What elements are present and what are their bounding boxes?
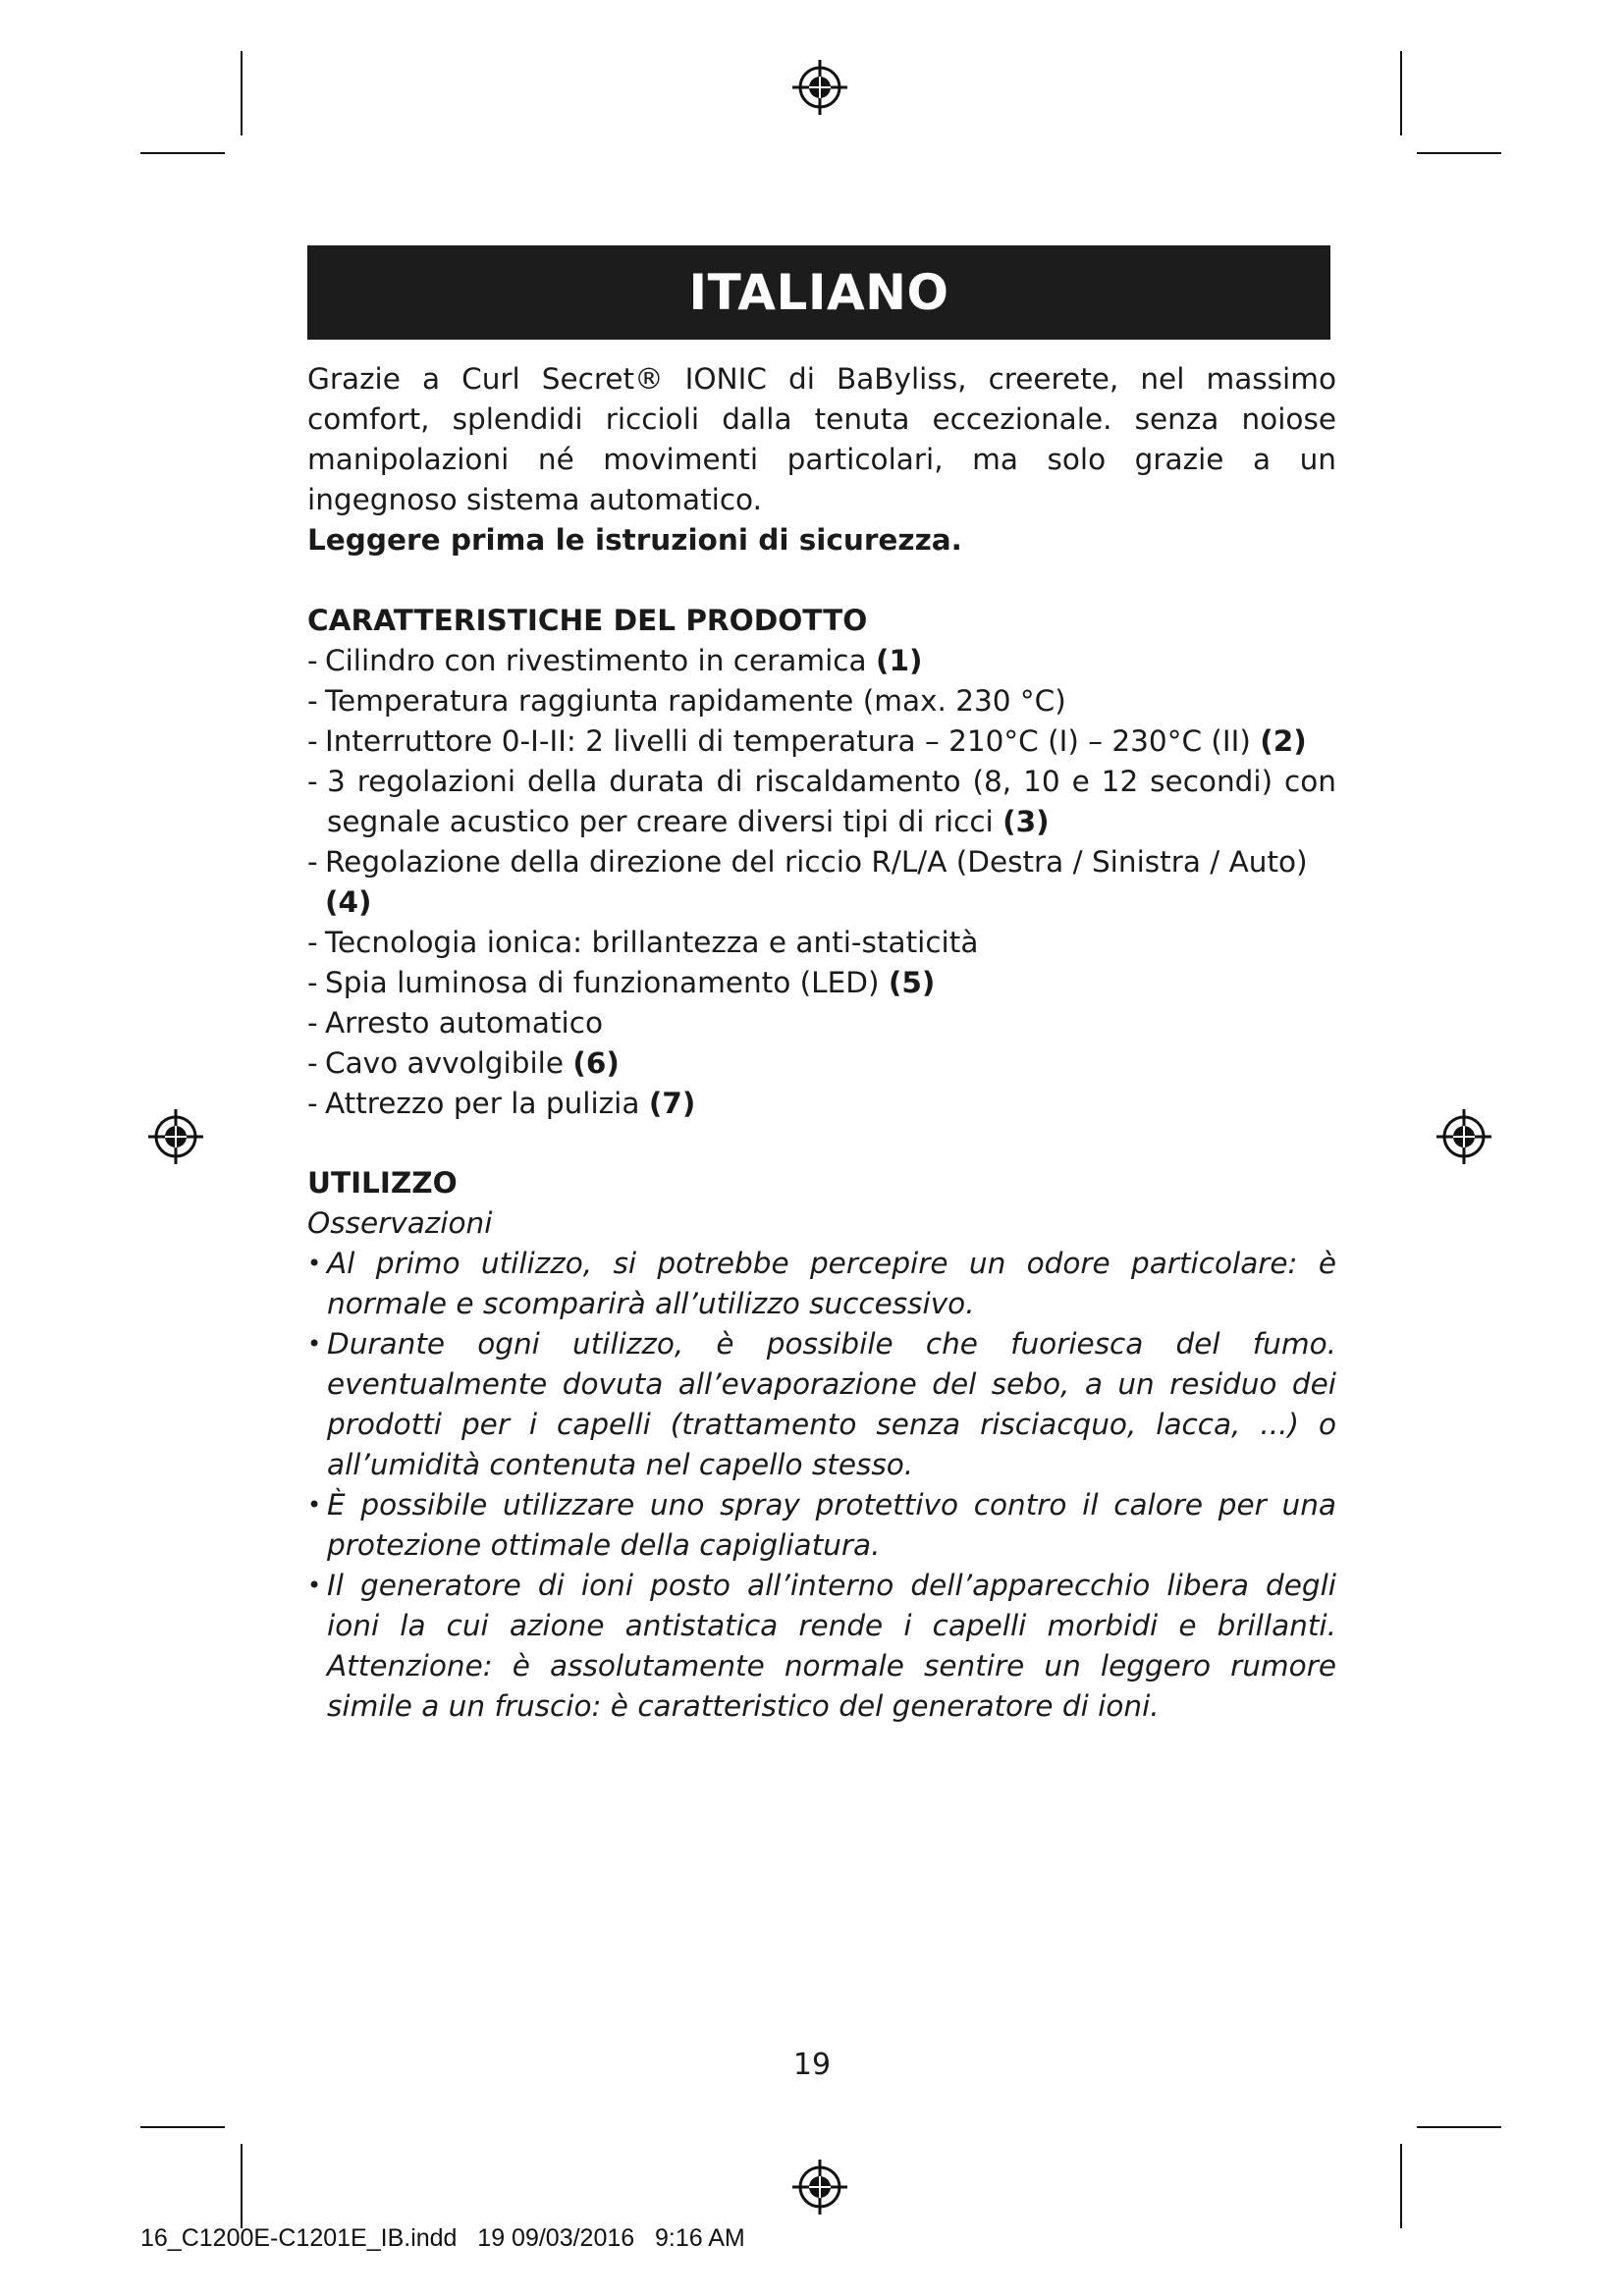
list-item: - Interruttore 0-I-II: 2 livelli di temperatura – 210°C (I) – 230°C (II) (2) [307,721,1336,762]
list-item: - Temperatura raggiunta rapidamente (max. 230 °C) [307,681,1336,721]
page-number: 19 [792,2048,832,2082]
print-slug: 16_C1200E-C1201E_IB.indd 19 09/03/2016 9:16 AM [140,2224,745,2252]
crop-mark-bottom-left-horizontal [140,2126,225,2128]
list-item: - Cilindro con rivestimento in ceramica (1) [307,641,1336,681]
crop-mark-top-left-horizontal [140,152,225,154]
registration-mark-icon [146,1107,205,1166]
crop-mark-top-left-vertical [241,51,243,135]
list-item: - Tecnologia ionica: brillantezza e anti-staticità [307,923,1336,963]
list-item: - Regolazione della direzione del riccio R/L/A (Destra / Sinistra / Auto) (4) [307,842,1336,923]
registration-mark-icon [790,58,849,117]
features-heading: CARATTERISTICHE DEL PRODOTTO [307,604,868,637]
crop-mark-bottom-left-vertical [241,2144,243,2228]
usage-heading: UTILIZZO [307,1166,458,1200]
list-item: • Al primo utilizzo, si potrebbe percepire un odore particolare: è normale e scomparirà all’utilizzo successivo. [307,1244,1336,1324]
list-item: - 3 regolazioni della durata di riscaldamento (8, 10 e 12 secondi) con segnale acustico per creare diversi tipi di ricci (3) [307,762,1336,842]
registration-mark-icon [1435,1107,1493,1166]
registration-mark-icon [790,2158,849,2216]
crop-mark-top-right-horizontal [1417,152,1501,154]
page-title: ITALIANO [688,264,949,321]
features-list [307,641,1336,1124]
list-item: - Cavo avvolgibile (6) [307,1043,1336,1084]
usage-notes-list [307,1244,1336,1727]
list-item: • Il generatore di ioni posto all’interno dell’apparecchio libera degli ioni la cui azione antistatica rende i capelli morbidi e brillanti. Attenzione: è assolutamente normale sentire un leggero rumore simile a un fruscio: è caratteristico del generatore di ioni. [307,1566,1336,1727]
safety-note: Leggere prima le istruzioni di sicurezza. [307,523,962,557]
crop-mark-top-right-vertical [1400,51,1402,135]
list-item: • Durante ogni utilizzo, è possibile che fuoriesca del fumo. eventualmente dovuta all’evaporazione del sebo, a un residuo dei prodotti per i capelli (trattamento senza risciacquo, lacca, ...) o all’umidità contenuta nel capello stesso. [307,1324,1336,1485]
list-item: - Arresto automatico [307,1003,1336,1043]
intro-paragraph: Grazie a Curl Secret® IONIC di BaByliss, creerete, nel massimo comfort, splendidi riccioli dalla tenuta eccezionale. senza noiose manipolazioni né movimenti particolari, ma solo grazie a un ingegnoso sistema automatico. [307,362,1336,516]
language-title-banner [307,245,1330,340]
usage-subheading: Osservazioni [307,1206,493,1240]
list-item: • È possibile utilizzare uno spray protettivo contro il calore per una protezione ottimale della capigliatura. [307,1485,1336,1566]
crop-mark-bottom-right-horizontal [1417,2126,1501,2128]
crop-mark-bottom-right-vertical [1400,2144,1402,2228]
list-item: - Attrezzo per la pulizia (7) [307,1084,1336,1124]
main-content [307,359,1336,1727]
list-item: - Spia luminosa di funzionamento (LED) (5) [307,963,1336,1003]
